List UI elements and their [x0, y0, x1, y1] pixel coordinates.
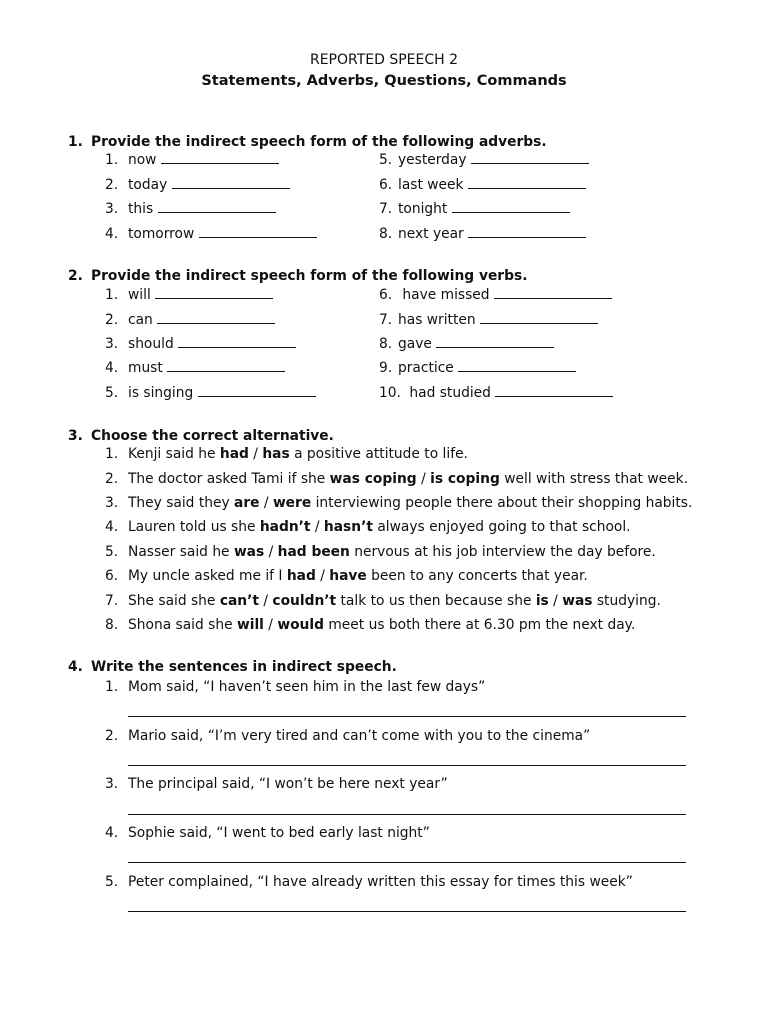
- adverb-item: 4. tomorrow: [105, 226, 317, 242]
- answer-blank[interactable]: [452, 201, 570, 213]
- sentence-item: 2. Mario said, “I’m very tired and can’t come with you to the cinema”: [105, 728, 591, 744]
- answer-blank[interactable]: [468, 226, 586, 238]
- option-b[interactable]: have: [329, 568, 367, 584]
- verb-item: 8. gave: [379, 336, 554, 352]
- section-4-heading: 4. Write the sentences in indirect speech.: [68, 659, 397, 675]
- verb-item: 3. should: [105, 336, 296, 352]
- option-b[interactable]: is coping: [430, 471, 500, 487]
- adverb-item: 5. yesterday: [379, 152, 589, 168]
- option-b[interactable]: couldn’t: [272, 593, 337, 609]
- section-2-heading: 2. Provide the indirect speech form of the following verbs.: [68, 268, 528, 284]
- alternative-item: 1. Kenji said he had / has a positive attitude to life.: [105, 446, 468, 462]
- option-b[interactable]: had been: [277, 544, 350, 560]
- option-b[interactable]: would: [277, 617, 324, 633]
- answer-blank[interactable]: [178, 336, 296, 348]
- answer-blank[interactable]: [471, 152, 589, 164]
- answer-line[interactable]: [128, 716, 686, 717]
- adverb-item: 3. this: [105, 201, 276, 217]
- sentence-item: 3. The principal said, “I won’t be here next year”: [105, 776, 448, 792]
- adverb-item: 6. last week: [379, 177, 586, 193]
- option-b[interactable]: has: [262, 446, 290, 462]
- answer-blank[interactable]: [158, 201, 276, 213]
- alternative-item: 3. They said they are / were interviewing people there about their shopping habits.: [105, 495, 693, 511]
- answer-blank[interactable]: [167, 360, 285, 372]
- answer-blank[interactable]: [495, 385, 613, 397]
- verb-item: 5. is singing: [105, 385, 316, 401]
- adverb-item: 2. today: [105, 177, 290, 193]
- answer-line[interactable]: [128, 911, 686, 912]
- page-title: REPORTED SPEECH 2: [309, 52, 459, 68]
- adverb-item: 7. tonight: [379, 201, 570, 217]
- answer-blank[interactable]: [458, 360, 576, 372]
- alternative-item: 7. She said she can’t / couldn’t talk to us then because she is / was studying.: [105, 593, 661, 609]
- answer-line[interactable]: [128, 862, 686, 863]
- verb-item: 7. has written: [379, 312, 598, 328]
- verb-item: 1. will: [105, 287, 273, 303]
- alternative-item: 8. Shona said she will / would meet us both there at 6.30 pm the next day.: [105, 617, 636, 633]
- option-a[interactable]: will: [236, 617, 264, 633]
- verb-item: 9. practice: [379, 360, 576, 376]
- option-a[interactable]: can’t: [219, 593, 259, 609]
- option-c[interactable]: is: [535, 593, 549, 609]
- alternative-item: 4. Lauren told us she hadn’t / hasn’t always enjoyed going to that school.: [105, 519, 631, 535]
- verb-item: 4. must: [105, 360, 285, 376]
- alternative-item: 5. Nasser said he was / had been nervous at his job interview the day before.: [105, 544, 656, 560]
- answer-blank[interactable]: [494, 287, 612, 299]
- option-a[interactable]: are: [234, 495, 260, 511]
- page-subtitle: Statements, Adverbs, Questions, Commands: [201, 73, 567, 89]
- answer-blank[interactable]: [198, 385, 316, 397]
- option-a[interactable]: hadn’t: [259, 519, 311, 535]
- answer-blank[interactable]: [468, 177, 586, 189]
- option-a[interactable]: was: [233, 544, 265, 560]
- alternative-item: 2. The doctor asked Tami if she was coping / is coping well with stress that week.: [105, 471, 688, 487]
- option-b[interactable]: were: [272, 495, 312, 511]
- option-a[interactable]: was coping: [329, 471, 417, 487]
- answer-line[interactable]: [128, 765, 686, 766]
- option-a[interactable]: had: [286, 568, 316, 584]
- verb-item: 6. have missed: [379, 287, 612, 303]
- answer-blank[interactable]: [172, 177, 290, 189]
- adverb-item: 1. now: [105, 152, 279, 168]
- sentence-item: 4. Sophie said, “I went to bed early last night”: [105, 825, 430, 841]
- option-b[interactable]: hasn’t: [323, 519, 373, 535]
- answer-blank[interactable]: [161, 152, 279, 164]
- answer-blank[interactable]: [155, 287, 273, 299]
- answer-blank[interactable]: [436, 336, 554, 348]
- alternative-item: 6. My uncle asked me if I had / have been to any concerts that year.: [105, 568, 588, 584]
- answer-blank[interactable]: [480, 312, 598, 324]
- answer-blank[interactable]: [199, 226, 317, 238]
- section-1-heading: 1. Provide the indirect speech form of the following adverbs.: [68, 134, 547, 150]
- answer-blank[interactable]: [157, 312, 275, 324]
- section-3-heading: 3. Choose the correct alternative.: [68, 428, 334, 444]
- verb-item: 10. had studied: [379, 385, 613, 401]
- answer-line[interactable]: [128, 814, 686, 815]
- option-d[interactable]: was: [562, 593, 593, 609]
- sentence-item: 5. Peter complained, “I have already written this essay for times this week”: [105, 874, 633, 890]
- sentence-item: 1. Mom said, “I haven’t seen him in the last few days”: [105, 679, 486, 695]
- option-a[interactable]: had: [219, 446, 249, 462]
- verb-item: 2. can: [105, 312, 275, 328]
- adverb-item: 8. next year: [379, 226, 586, 242]
